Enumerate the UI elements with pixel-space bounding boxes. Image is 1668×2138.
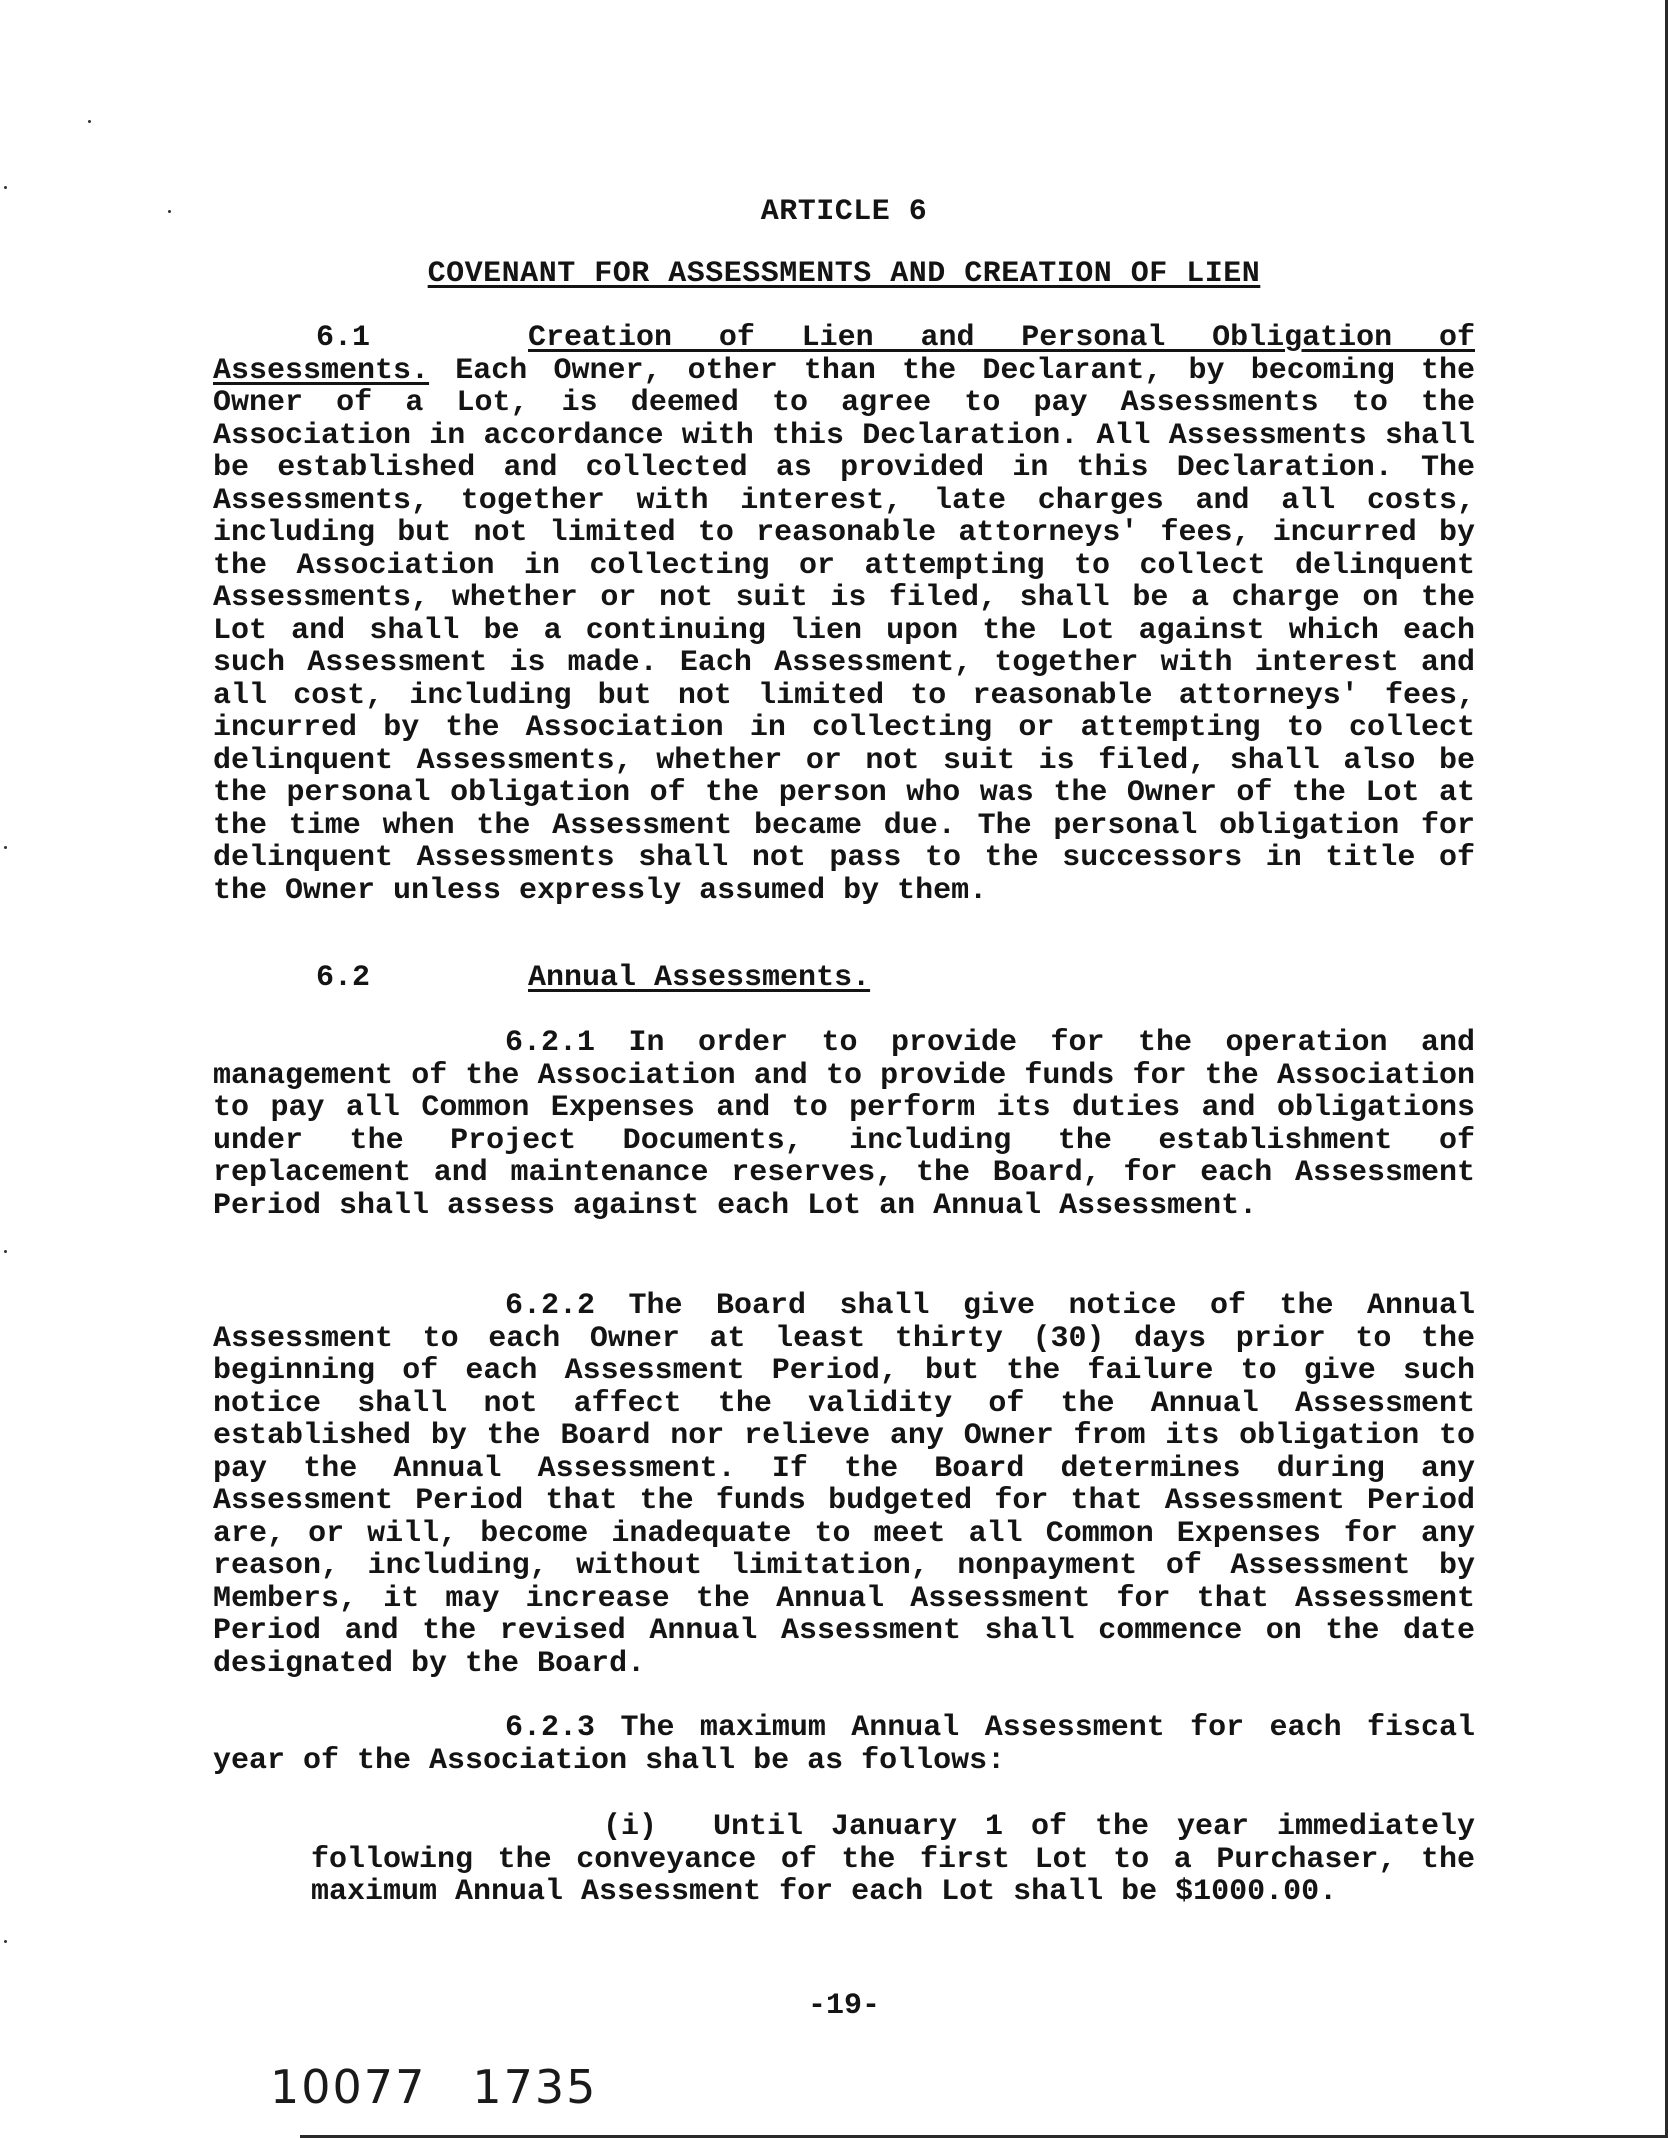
section-6-2-1 — [213, 1027, 1475, 1222]
section-6-2-2 — [213, 1290, 1475, 1680]
article-title: ARTICLE 6 — [760, 195, 928, 229]
section-number: 6.1 — [316, 321, 371, 355]
section-number: 6.2.1 — [505, 1026, 596, 1060]
scan-speck — [4, 1250, 7, 1253]
document-id-part2: 1735 — [472, 2060, 598, 2114]
scan-speck — [4, 1940, 7, 1943]
section-number: 6.2.2 — [505, 1289, 596, 1323]
section-body: The Board shall give notice of the Annual Assessment to each Owner at least thirty (30) days prior to the beginning of each Assessment Period, but the failure to give such notice shall not affect the validity of the Annual Assessment established by the Board nor relieve any Owner from its obligation to pay the Annual Assessment. If the Board determines during any Assessment Period that the funds budgeted for that Assessment Period are, or will, become inadequate to meet all Common Expenses for any reason, including, without limitation, nonpayment of Assessment by Members, it may increase the Annual Assessment for that Assessment Period and the revised Annual Assessment shall commence on the date designated by the Board. — [213, 1289, 1475, 1681]
section-body: The maximum Annual Assessment for each fiscal year of the Association shall be as follows: — [213, 1711, 1475, 1778]
section-number: 6.2.3 — [505, 1711, 596, 1745]
section-6-2-3 — [213, 1712, 1475, 1777]
scan-speck — [88, 120, 91, 123]
scan-speck — [168, 210, 171, 213]
section-6-2 — [213, 962, 1475, 995]
section-number: 6.2 — [316, 961, 371, 995]
document-id-stamp — [270, 2062, 597, 2112]
article-heading: COVENANT FOR ASSESSMENTS AND CREATION OF LIEN — [427, 257, 1261, 291]
page-number: -19- — [807, 1989, 880, 2023]
document-id-part1: 10077 — [270, 2060, 427, 2114]
section-heading: Annual Assessments. — [528, 961, 871, 995]
section-heading: Creation of Lien and Personal Obligation of Assessments. — [213, 321, 1475, 388]
section-6-1 — [213, 322, 1475, 907]
scan-speck — [4, 186, 7, 189]
section-body: Each Owner, other than the Declarant, by becoming the Owner of a Lot, is deemed to agree to pay Assessments to the Association in accordance with this Declaration. All Assessments shall be established and collected as provided in this Declaration. The Assessments, together with interest, late charges and all costs, including but not limited to reasonable attorneys' fees, incurred by the Association in collecting or attempting to collect delinquent Assessments, whether or not suit is filed, shall be a charge on the Lot and shall be a continuing lien upon the Lot against which each such Assessment is made. Each Assessment, together with interest and all cost, including but not limited to reasonable attorneys' fees, incurred by the Association in collecting or attempting to collect delinquent Assessments, whether or not suit is filed, shall also be the personal obligation of the person who was the Owner of the Lot at the time when the Assessment became due. The personal obligation for delinquent Assessments shall not pass to the successors in title of the Owner unless expressly assumed by them. — [213, 353, 1475, 908]
section-6-2-3-i — [311, 1811, 1475, 1909]
item-number: (i) — [603, 1810, 658, 1844]
section-body: In order to provide for the operation and management of the Association and to provide funds for the Association to pay all Common Expenses and to perform its duties and obligations under the Project Documents, including the establishment of replacement and maintenance reserves, the Board, for each Assessment Period shall assess against each Lot an Annual Assessment. — [213, 1026, 1475, 1223]
scan-speck — [4, 846, 7, 849]
item-body: Until January 1 of the year immediately following the conveyance of the first Lot to a Purchaser, the maximum Annual Assessment for each Lot shall be $1000.00. — [311, 1810, 1475, 1909]
